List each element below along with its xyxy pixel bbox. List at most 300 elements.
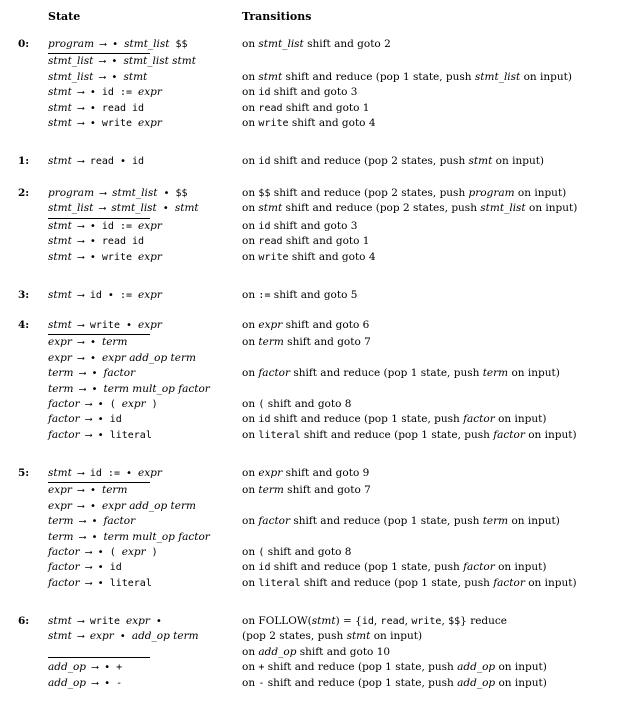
- lr-item-part: expr: [138, 117, 162, 129]
- lr-item-part: • id :=: [89, 220, 139, 232]
- lr-item: [48, 483, 127, 498]
- transition-part: expr: [258, 467, 283, 479]
- lr-item-part: ⟶: [71, 631, 90, 643]
- transition-part: on: [242, 413, 259, 426]
- table-row: [0, 288, 623, 303]
- lr-item-part: factor: [103, 515, 136, 528]
- lr-item-part: ⟶: [71, 320, 90, 331]
- lr-item: [48, 335, 127, 350]
- transition-part: factor: [493, 428, 525, 441]
- lr-item-part: id := •: [89, 468, 139, 479]
- lr-item-part: stmt_list: [48, 55, 94, 68]
- lr-item-part: stmt: [48, 289, 72, 301]
- transition: [242, 514, 560, 529]
- transition-part: shift and goto 1: [282, 101, 370, 114]
- transition-part: on input): [495, 676, 547, 689]
- transition: [242, 85, 357, 100]
- transition: [242, 288, 357, 303]
- transition-part: shift and goto 7: [283, 336, 371, 349]
- lr-item-part: ): [145, 399, 158, 410]
- lr-item: [48, 116, 162, 131]
- transition-part: id: [258, 87, 271, 99]
- lr-item: [48, 37, 188, 52]
- table-row: [0, 397, 623, 412]
- table-row: [0, 412, 623, 427]
- transition-part: shift and reduce (pop 2 states, push: [282, 202, 481, 215]
- transition-part: ,: [373, 615, 381, 627]
- transition-part: shift and goto 5: [270, 289, 358, 301]
- lr-item: [48, 366, 135, 381]
- transition-part: stmt_list: [480, 202, 526, 215]
- transition: [242, 676, 547, 691]
- transition-part: $$: [258, 188, 271, 199]
- lr-item-part: ⟶: [71, 337, 90, 349]
- transition: [242, 483, 371, 498]
- lr-item-part: stmt_list: [124, 38, 170, 50]
- lr-item-part: • literal: [97, 429, 152, 441]
- transition-part: shift and goto 6: [282, 319, 370, 331]
- lr-item-part: program: [48, 38, 95, 50]
- lr-item-part: ⟶: [86, 662, 105, 674]
- lr-item: [48, 318, 162, 333]
- transition-part: on: [242, 467, 259, 479]
- lr-item-part: • (: [97, 399, 122, 410]
- transition-part: shift and reduce (pop 1 state, push: [300, 428, 494, 441]
- lr-item-part: • id: [97, 562, 122, 574]
- lr-item: [48, 219, 162, 234]
- transition-part: read: [258, 236, 283, 248]
- lr-item: [48, 101, 144, 116]
- lr-item-part: stmt: [48, 250, 72, 263]
- lr-item-part: •: [91, 531, 104, 543]
- transition-part: } reduce: [460, 615, 508, 627]
- lr-item-part: ⟶: [79, 562, 98, 574]
- transition: [242, 412, 546, 427]
- lr-item: [48, 629, 199, 644]
- lr-item: [48, 466, 162, 481]
- table-row: [0, 428, 623, 443]
- transition-part: id: [258, 562, 271, 574]
- transition: [242, 101, 370, 116]
- lr-item-part: ⟶: [86, 677, 105, 689]
- table-row: [0, 335, 623, 350]
- lr-item-part: ⟶: [73, 383, 92, 395]
- transition-part: on: [242, 187, 259, 199]
- lr-item-part: factor: [48, 546, 80, 558]
- transition-part: write: [258, 251, 289, 263]
- lr-item-part: stmt: [48, 319, 72, 331]
- lr-item-part: expr: [125, 615, 150, 627]
- table-row: [0, 101, 623, 116]
- transition-part: write: [411, 616, 442, 627]
- table-row: [0, 351, 623, 366]
- lr-item-part: ⟶: [71, 156, 90, 167]
- table-row: [0, 382, 623, 397]
- transition-part: on: [242, 155, 259, 167]
- transition-part: shift and reduce (pop 2 states, push: [270, 155, 469, 167]
- transition-part: term: [482, 515, 509, 528]
- table-row: [0, 250, 623, 265]
- transition-part: term: [258, 484, 284, 497]
- transition-part: on input): [524, 576, 577, 589]
- transition-part: factor: [258, 515, 291, 528]
- transition-part: factor: [463, 561, 495, 574]
- lr-item-part: ⟶: [71, 468, 90, 479]
- lr-item: [48, 186, 188, 201]
- transition-part: on: [242, 428, 259, 441]
- transition-part: on: [242, 398, 259, 410]
- table-row: [0, 70, 623, 85]
- lr-item-part: id • :=: [89, 290, 139, 301]
- lr-item-part: factor: [48, 428, 80, 441]
- state-number: 0:: [18, 38, 30, 50]
- transition: [242, 645, 390, 660]
- transition-part: on: [242, 86, 259, 99]
- lr-item: [48, 54, 196, 69]
- table-row: [0, 234, 623, 249]
- lr-item-part: ⟶: [93, 203, 112, 215]
- transition-part: shift and goto 2: [303, 38, 391, 50]
- table-row: [0, 186, 623, 201]
- transition-part: shift and goto 3: [270, 86, 358, 99]
- lr-item: [48, 676, 122, 691]
- transition-part: stmt: [258, 202, 283, 215]
- lr-item-part: expr add_op term: [102, 351, 196, 364]
- lr-item-part: factor: [48, 398, 80, 410]
- lr-item: [48, 397, 158, 412]
- lr-item: [48, 514, 135, 529]
- transition-part: on input): [524, 428, 577, 441]
- transition-part: shift and goto 4: [288, 117, 376, 129]
- transition-part: (: [258, 547, 265, 558]
- transition-part: on: [242, 235, 259, 248]
- lr-item-part: • read id: [89, 102, 145, 114]
- lr-item-part: ⟶: [71, 616, 90, 627]
- lr-item-part: • write: [89, 251, 139, 263]
- lr-item: [48, 288, 162, 303]
- lr-item-part: expr: [48, 351, 72, 364]
- lr-item-part: • id: [97, 414, 122, 426]
- lr-item-part: stmt: [48, 219, 72, 232]
- lr-item-part: ⟶: [79, 414, 98, 426]
- table-row: [0, 614, 623, 629]
- lr-item-part: ⟶: [71, 352, 90, 364]
- lr-item-part: •: [91, 368, 104, 380]
- lr-item-part: factor: [48, 413, 80, 426]
- transition-part: on: [242, 336, 259, 349]
- state-number: 6:: [18, 615, 30, 627]
- transition: [242, 234, 370, 249]
- transition-part: shift and reduce (pop 1 state, push: [290, 515, 483, 528]
- lr-item-part: stmt: [48, 630, 72, 643]
- lr-item-part: •: [113, 631, 132, 643]
- transition: [242, 70, 572, 85]
- lr-item-part: •: [89, 352, 102, 364]
- transition-part: on: [242, 367, 259, 380]
- lr-item: [48, 201, 199, 216]
- transition-part: literal: [258, 429, 301, 441]
- table-row: [0, 660, 623, 675]
- lr-item-part: stmt: [48, 101, 72, 114]
- lr-item-part: term: [102, 484, 128, 497]
- transition-part: id: [258, 220, 271, 232]
- lr-item: [48, 576, 152, 591]
- transition-part: +: [258, 662, 265, 674]
- transition-part: add_op: [457, 676, 496, 689]
- transition-part: factor: [493, 576, 525, 589]
- lr-item-part: stmt: [48, 155, 72, 167]
- transition-part: id: [258, 156, 271, 167]
- transition: [242, 545, 351, 560]
- lr-item-part: $$: [169, 39, 188, 50]
- transition: [242, 397, 351, 412]
- lr-item: [48, 660, 122, 675]
- transition-part: expr: [258, 319, 283, 331]
- transition-part: on: [242, 484, 259, 497]
- lr-item-part: term: [48, 382, 74, 395]
- transition-part: term: [482, 367, 509, 380]
- transition-part: stmt_list: [474, 70, 521, 83]
- lr-item-part: • +: [104, 662, 123, 674]
- lr-item-part: add_op: [48, 676, 86, 689]
- transition-part: shift and goto 10: [296, 645, 391, 658]
- lr-item-part: ⟶: [71, 500, 90, 512]
- transition-part: on: [242, 219, 259, 232]
- lr-item-part: term mult_op factor: [103, 530, 210, 543]
- table-row: [0, 201, 623, 216]
- lr-item-part: •: [89, 485, 102, 497]
- transition-part: on: [242, 661, 259, 674]
- lr-item-part: stmt: [48, 615, 72, 627]
- lr-item-part: •: [89, 500, 102, 512]
- lr-item-part: •: [91, 383, 104, 395]
- transition-part: on: [242, 289, 259, 301]
- table-row: [0, 545, 623, 560]
- lr-item-part: ⟶: [71, 220, 90, 232]
- transition-part: on: [242, 38, 259, 50]
- lr-item-part: ): [145, 547, 158, 558]
- transition-part: read: [380, 616, 405, 627]
- lr-item-part: stmt_list: [112, 187, 158, 199]
- lr-item-part: expr: [138, 250, 162, 263]
- lr-item-part: ⟶: [93, 56, 112, 68]
- kernel-closure-divider: [48, 657, 150, 658]
- lr-item-part: ⟶: [79, 429, 98, 441]
- lr-item-part: factor: [103, 367, 136, 380]
- lr-item-part: expr: [48, 336, 72, 349]
- lr-item-part: ⟶: [94, 39, 113, 50]
- lr-item-part: •: [111, 71, 124, 83]
- lr-item: [48, 234, 144, 249]
- lr-item-part: term mult_op factor: [103, 382, 210, 395]
- transitions-column-header: Transitions: [242, 10, 312, 23]
- transition-part: ,: [404, 615, 412, 627]
- table-row: [0, 154, 623, 169]
- transition-part: (pop 2 states, push: [242, 630, 347, 643]
- transition-part: shift and goto 4: [288, 250, 376, 263]
- lr-item-part: ⟶: [71, 290, 90, 301]
- transition-part: on: [242, 515, 259, 528]
- transition-part: shift and goto 3: [270, 219, 358, 232]
- lr-item-part: expr: [138, 219, 162, 232]
- table-row: [0, 85, 623, 100]
- lr-item-part: write: [89, 616, 126, 627]
- lr-item-part: program: [48, 187, 95, 199]
- state-number: 3:: [18, 289, 30, 301]
- lr-item-part: term: [48, 530, 74, 543]
- transition-part: on input): [514, 187, 567, 199]
- lr-item-part: write •: [89, 320, 139, 331]
- lr-item-part: ⟶: [71, 102, 90, 114]
- table-row: [0, 219, 623, 234]
- transition-part: stmt: [346, 630, 371, 643]
- transition-part: shift and reduce (pop 1 state, push: [270, 561, 464, 574]
- lr-item: [48, 530, 210, 545]
- transition-part: ,: [441, 615, 449, 627]
- transition-part: write: [258, 118, 289, 129]
- transition-part: shift and reduce (pop 1 state, push: [290, 367, 483, 380]
- lr-item-part: expr: [121, 546, 146, 558]
- lr-item-part: ⟶: [71, 236, 90, 248]
- lr-item-part: expr: [89, 630, 114, 643]
- lr-item-part: stmt: [48, 467, 72, 479]
- lr-item-part: expr: [48, 499, 72, 512]
- transition: [242, 116, 376, 131]
- lr-item-part: add_op: [48, 661, 86, 674]
- transition-part: stmt_list: [258, 38, 304, 50]
- lr-item-part: stmt: [174, 202, 199, 215]
- state-number: 4:: [18, 319, 30, 331]
- transition-part: on input): [520, 70, 572, 83]
- transition-part: shift and reduce (pop 2 states, push: [270, 187, 469, 199]
- transition-part: on: [242, 546, 259, 558]
- transition-part: :=: [258, 290, 271, 301]
- transition-part: program: [468, 187, 515, 199]
- lr-item-part: term: [48, 515, 74, 528]
- lr-item-part: stmt: [123, 70, 148, 83]
- lr-item-part: expr add_op term: [102, 499, 196, 512]
- lr-item-part: ⟶: [79, 577, 98, 589]
- lr-item: [48, 560, 122, 575]
- table-row: [0, 676, 623, 691]
- transition-part: shift and reduce (pop 1 state, push: [300, 576, 494, 589]
- lr-item-part: ⟶: [73, 368, 92, 380]
- table-row: [0, 560, 623, 575]
- transition-part: on input): [492, 155, 545, 167]
- transition: [242, 250, 376, 265]
- transition-part: on input): [495, 661, 547, 674]
- lr-item-part: ⟶: [93, 71, 112, 83]
- transition-part: shift and goto 8: [264, 398, 352, 410]
- state-number: 2:: [18, 187, 30, 199]
- transition: [242, 318, 369, 333]
- transition-part: on input): [525, 202, 578, 215]
- transition: [242, 428, 577, 443]
- lr-item-part: expr: [138, 319, 162, 331]
- lr-item-part: •: [156, 203, 175, 215]
- transition-part: on FOLLOW(: [242, 615, 312, 627]
- lr-item-part: • $$: [157, 188, 188, 199]
- lr-item-part: • literal: [97, 577, 152, 589]
- transition-part: on input): [370, 630, 423, 643]
- lr-item-part: •: [149, 616, 162, 627]
- transition-part: shift and reduce (pop 1 state, push: [264, 661, 458, 674]
- transition-part: shift and reduce (pop 1 state, push: [282, 70, 475, 83]
- transition-part: read: [258, 102, 283, 114]
- transition-part: term: [258, 336, 284, 349]
- transition: [242, 335, 371, 350]
- lr-item-part: read • id: [89, 156, 145, 167]
- transition-part: shift and reduce (pop 1 state, push: [270, 413, 464, 426]
- lr-item-part: ⟶: [71, 251, 90, 263]
- transition-part: on: [242, 645, 259, 658]
- lr-item-part: •: [112, 39, 125, 50]
- transition-part: on: [242, 70, 259, 83]
- transition: [242, 629, 422, 644]
- table-row: [0, 483, 623, 498]
- transition: [242, 37, 391, 52]
- transition-part: on: [242, 576, 259, 589]
- lr-item: [48, 351, 196, 366]
- transition-part: on input): [508, 515, 560, 528]
- lr-item: [48, 428, 152, 443]
- transition-part: shift and goto 9: [282, 467, 370, 479]
- lr-item: [48, 382, 210, 397]
- transition-part: (: [258, 399, 265, 410]
- lr-item-part: • id :=: [89, 87, 139, 99]
- transition: [242, 560, 546, 575]
- table-row: [0, 514, 623, 529]
- lr-item-part: • (: [97, 547, 122, 558]
- transition-part: on: [242, 250, 259, 263]
- lr-item-part: term: [48, 367, 74, 380]
- state-number: 5:: [18, 467, 30, 479]
- table-row: [0, 37, 623, 52]
- table-row: [0, 318, 623, 333]
- transition: [242, 154, 544, 169]
- lr-item: [48, 614, 162, 629]
- transition-part: on: [242, 202, 259, 215]
- transition-part: on: [242, 101, 259, 114]
- lr-item-part: ⟶: [73, 516, 92, 528]
- lr-item-part: • read id: [89, 236, 145, 248]
- lr-item-part: ⟶: [79, 399, 98, 410]
- transition-part: factor: [463, 413, 495, 426]
- lr-item-part: factor: [48, 561, 80, 574]
- lr-item-part: stmt: [48, 235, 72, 248]
- transition-part: on input): [494, 561, 547, 574]
- lr-item-part: •: [91, 516, 104, 528]
- lr-item-part: •: [111, 56, 124, 68]
- lr-item-part: ⟶: [73, 531, 92, 543]
- transition-part: id: [361, 616, 374, 627]
- transition-part: id: [258, 414, 271, 426]
- lr-item: [48, 545, 158, 560]
- transition-part: add_op: [457, 661, 496, 674]
- lr-item-part: stmt_list: [48, 202, 94, 215]
- lr-item-part: ⟶: [94, 188, 113, 199]
- transition: [242, 186, 566, 201]
- transition-part: $$: [448, 616, 461, 627]
- transition-part: factor: [258, 367, 291, 380]
- lr-item-part: expr: [48, 484, 72, 497]
- lr-item-part: expr: [138, 467, 162, 479]
- transition-part: shift and goto 1: [282, 235, 370, 248]
- transition-part: stmt: [311, 615, 336, 627]
- transition: [242, 219, 357, 234]
- lr-item-part: term: [102, 336, 128, 349]
- transition-part: shift and goto 7: [283, 484, 371, 497]
